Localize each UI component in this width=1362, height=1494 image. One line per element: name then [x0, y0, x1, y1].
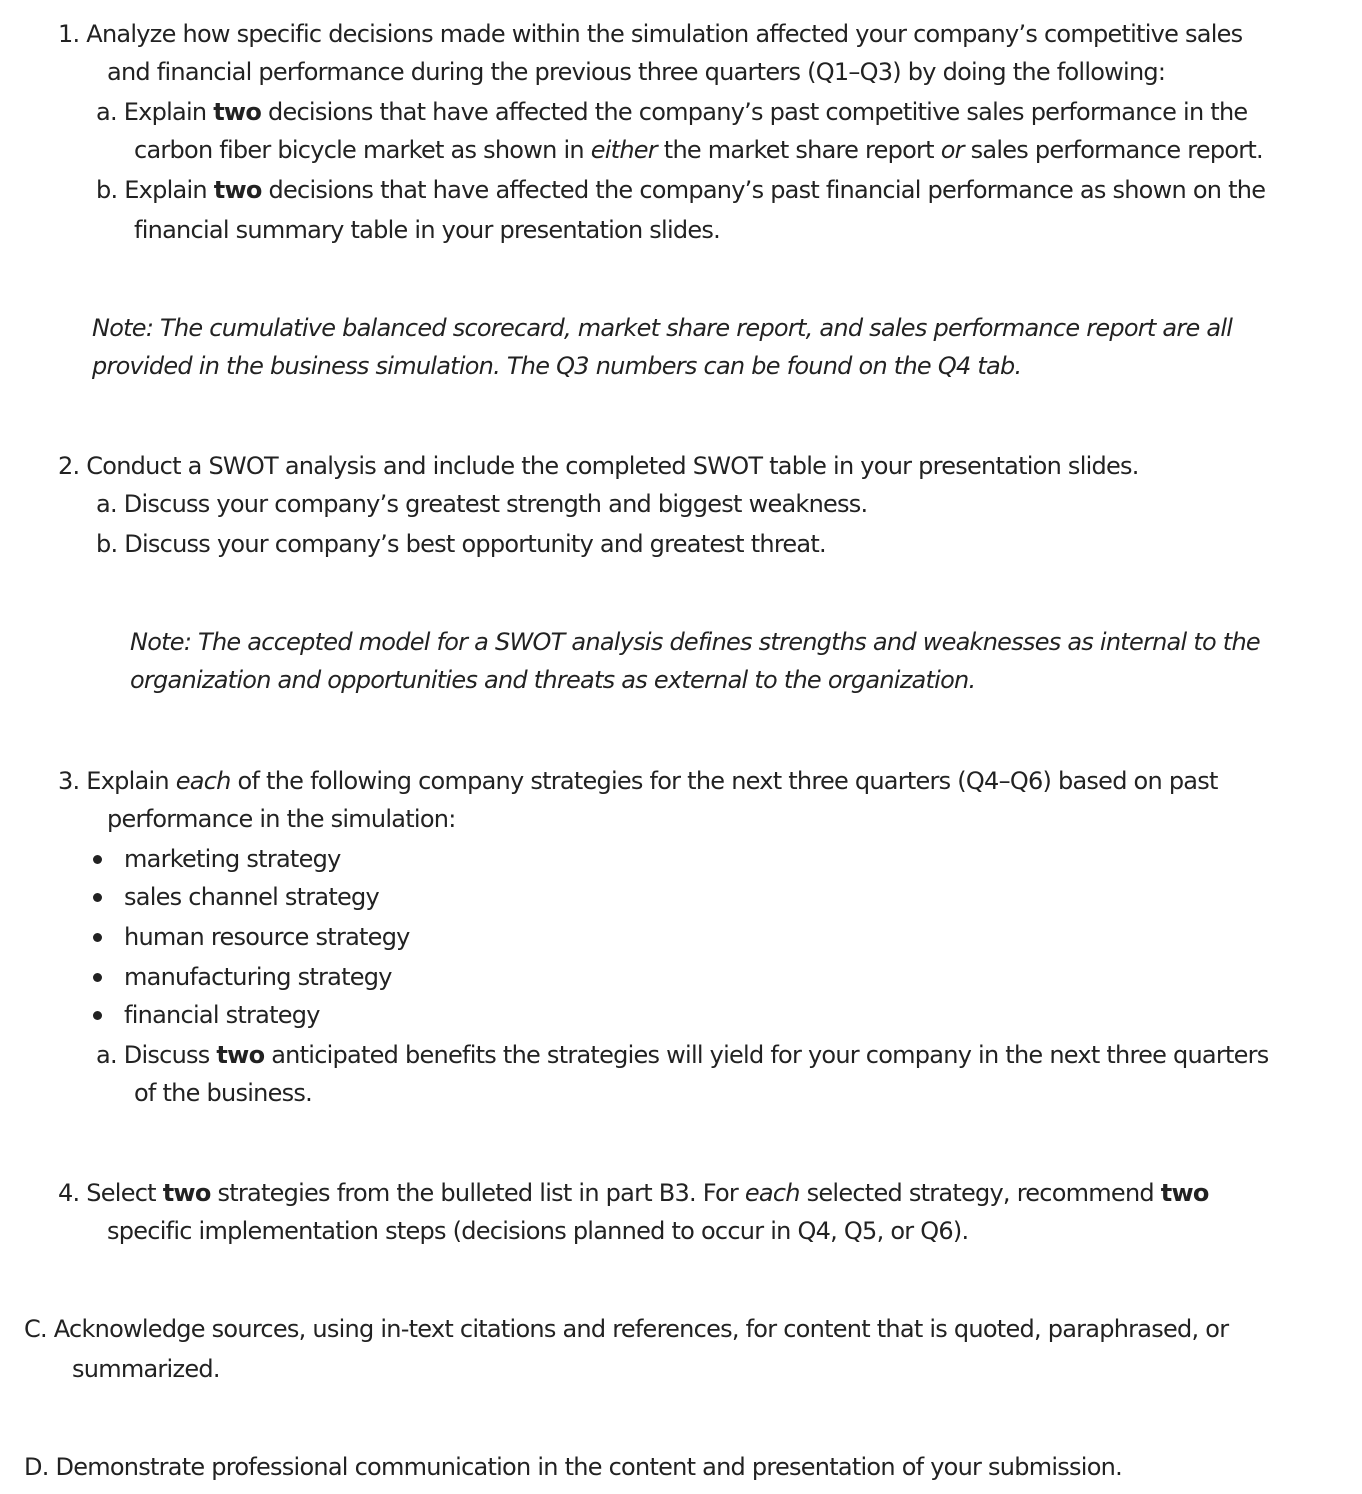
list-item: marketing strategy — [124, 845, 341, 873]
item-c-line-2: summarized. — [72, 1355, 220, 1383]
bullet-dot-icon — [93, 1011, 102, 1020]
list-item: manufacturing strategy — [124, 963, 392, 991]
item-1b-line-2: financial summary table in your presentation slides. — [134, 216, 721, 244]
list-item: human resource strategy — [124, 923, 410, 951]
item-4-line-1: 4. Select two strategies from the bulleted list in part B3. For each selected strategy, recommend two — [58, 1179, 1209, 1207]
list-item: financial strategy — [124, 1001, 320, 1029]
item-1-intro-line-1: 1. Analyze how specific decisions made within the simulation affected your company’s competitive sales — [58, 20, 1243, 48]
item-3a-line-2: of the business. — [134, 1079, 313, 1107]
item-c-line-1: C. Acknowledge sources, using in-text citations and references, for content that is quoted, paraphrased, or — [24, 1315, 1229, 1343]
bullet-dot-icon — [93, 973, 102, 982]
item-3a-line-1: a. Discuss two anticipated benefits the strategies will yield for your company in the next three quarters — [96, 1041, 1269, 1069]
item-1b-line-1: b. Explain two decisions that have affected the company’s past financial performance as shown on the — [96, 176, 1266, 204]
item-3-line-2: performance in the simulation: — [107, 805, 456, 833]
item-2-note-line-2: organization and opportunities and threats as external to the organization. — [130, 666, 976, 694]
bullet-dot-icon — [93, 893, 102, 902]
item-4-line-2: specific implementation steps (decisions planned to occur in Q4, Q5, or Q6). — [107, 1217, 969, 1245]
item-1-note-line-1: Note: The cumulative balanced scorecard, market share report, and sales performance report are all — [92, 314, 1233, 342]
item-3-line-1: 3. Explain each of the following company strategies for the next three quarters (Q4–Q6) based on past — [58, 767, 1218, 795]
item-1-intro-line-2: and financial performance during the previous three quarters (Q1–Q3) by doing the following: — [107, 58, 1166, 86]
list-item: sales channel strategy — [124, 883, 379, 911]
item-2-intro: 2. Conduct a SWOT analysis and include the completed SWOT table in your presentation slides. — [58, 452, 1139, 480]
item-d: D. Demonstrate professional communication in the content and presentation of your submission. — [24, 1453, 1122, 1481]
bullet-dot-icon — [93, 933, 102, 942]
item-1-note-line-2: provided in the business simulation. The Q3 numbers can be found on the Q4 tab. — [92, 352, 1022, 380]
item-2a: a. Discuss your company’s greatest strength and biggest weakness. — [96, 490, 868, 518]
item-2-note-line-1: Note: The accepted model for a SWOT analysis defines strengths and weaknesses as internal to the — [130, 628, 1260, 656]
item-1a-line-2: carbon fiber bicycle market as shown in either the market share report or sales performance report. — [134, 136, 1263, 164]
item-2b: b. Discuss your company’s best opportunity and greatest threat. — [96, 530, 826, 558]
item-1a-line-1: a. Explain two decisions that have affected the company’s past competitive sales performance in the — [96, 98, 1248, 126]
bullet-dot-icon — [93, 855, 102, 864]
